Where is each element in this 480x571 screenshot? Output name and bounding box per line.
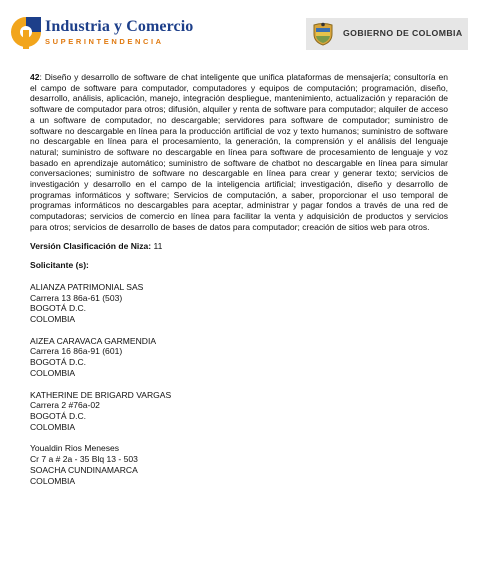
applicant-block — [30, 336, 448, 379]
niza-label: Versión Clasificación de Niza: — [30, 240, 152, 251]
applicant-country: COLOMBIA — [30, 421, 76, 432]
applicant-country: COLOMBIA — [30, 367, 76, 378]
applicant-city: BOGOTÁ D.C. — [30, 357, 87, 368]
sic-name: Industria y Comercio — [45, 18, 194, 35]
sic-brand — [45, 19, 193, 46]
class-description — [30, 72, 448, 233]
page-header — [0, 0, 480, 66]
applicant-address: Cr 7 a # 2a - 35 Blq 13 - 503 — [30, 454, 138, 465]
applicant-name: KATHERINE DE BRIGARD VARGAS — [30, 389, 172, 400]
applicant-country: COLOMBIA — [30, 475, 76, 486]
applicant-name: ALIANZA PATRIMONIAL SAS — [30, 281, 144, 292]
applicant-block — [30, 443, 448, 486]
sic-logo-icon — [10, 16, 42, 50]
coat-of-arms-icon — [312, 22, 334, 46]
class-number: 42 — [30, 72, 40, 82]
gobierno-label: GOBIERNO DE COLOMBIA — [343, 28, 463, 38]
applicant-name: Youaldin Rios Meneses — [30, 443, 120, 454]
applicant-name: AIZEA CARAVACA GARMENDIA — [30, 335, 157, 346]
document-body — [30, 72, 448, 486]
applicant-country: COLOMBIA — [30, 314, 76, 325]
description-text: : Diseño y desarrollo de software de chat inteligente que unifica plataformas de mensajería; consultoría en el campo de software para computador, computadores y equipos de computación; programación, diseño, desarrollo, análisis, aplicación, manejo, integración despliegue, mantenimiento, actualización y reparación de software de computador para otros; difusión, alquiler y renta de software para computador; alquiler de acceso a un software de computador, no descargable; servidores para software de computador; suministro de software no descargable en línea para la producción artificial de voz y texto humanos; suministro de software no descargable en línea para el procesamiento, la generación, la comprensión y el análisis del lenguaje natural; suministro de software no descargable en línea para software de procesamiento de lenguaje y voz basado en aprendizaje automático; suministro de software de chatbot no descargable en línea para simular conversaciones; suministro de software no descargable en línea para crear y generar texto; servicios de investigación y desarrollo en el campo de la inteligencia artificial; investigación, diseño y desarrollo de programas informáticos y software; Servicios de computación, a saber, proporcionar el uso temporal de programas informáticos no descargables para aceptar, administrar y pagar fondos a través de una red de computadoras; servicios de comercio en línea para facilitar la venta y adquisición de productos y servicios para otros; servicios de desarrollo de bases de datos para computador; creación de sitios web para otros. — [30, 72, 448, 232]
applicant-city: SOACHA CUNDINAMARCA — [30, 464, 138, 475]
applicant-address: Carrera 13 86a-61 (503) — [30, 292, 123, 303]
niza-value: 11 — [153, 240, 163, 251]
applicant-block — [30, 390, 448, 433]
niza-version — [30, 241, 448, 252]
solicitante-heading: Solicitante (s): — [30, 260, 89, 271]
sic-subtitle: SUPERINTENDENCIA — [45, 37, 164, 46]
applicant-block — [30, 282, 448, 325]
applicant-address: Carrera 16 86a-91 (601) — [30, 346, 123, 357]
gobierno-badge — [306, 18, 468, 50]
applicant-city: BOGOTÁ D.C. — [30, 303, 87, 314]
applicant-city: BOGOTÁ D.C. — [30, 410, 87, 421]
applicant-address: Carrera 2 #76a-02 — [30, 400, 100, 411]
